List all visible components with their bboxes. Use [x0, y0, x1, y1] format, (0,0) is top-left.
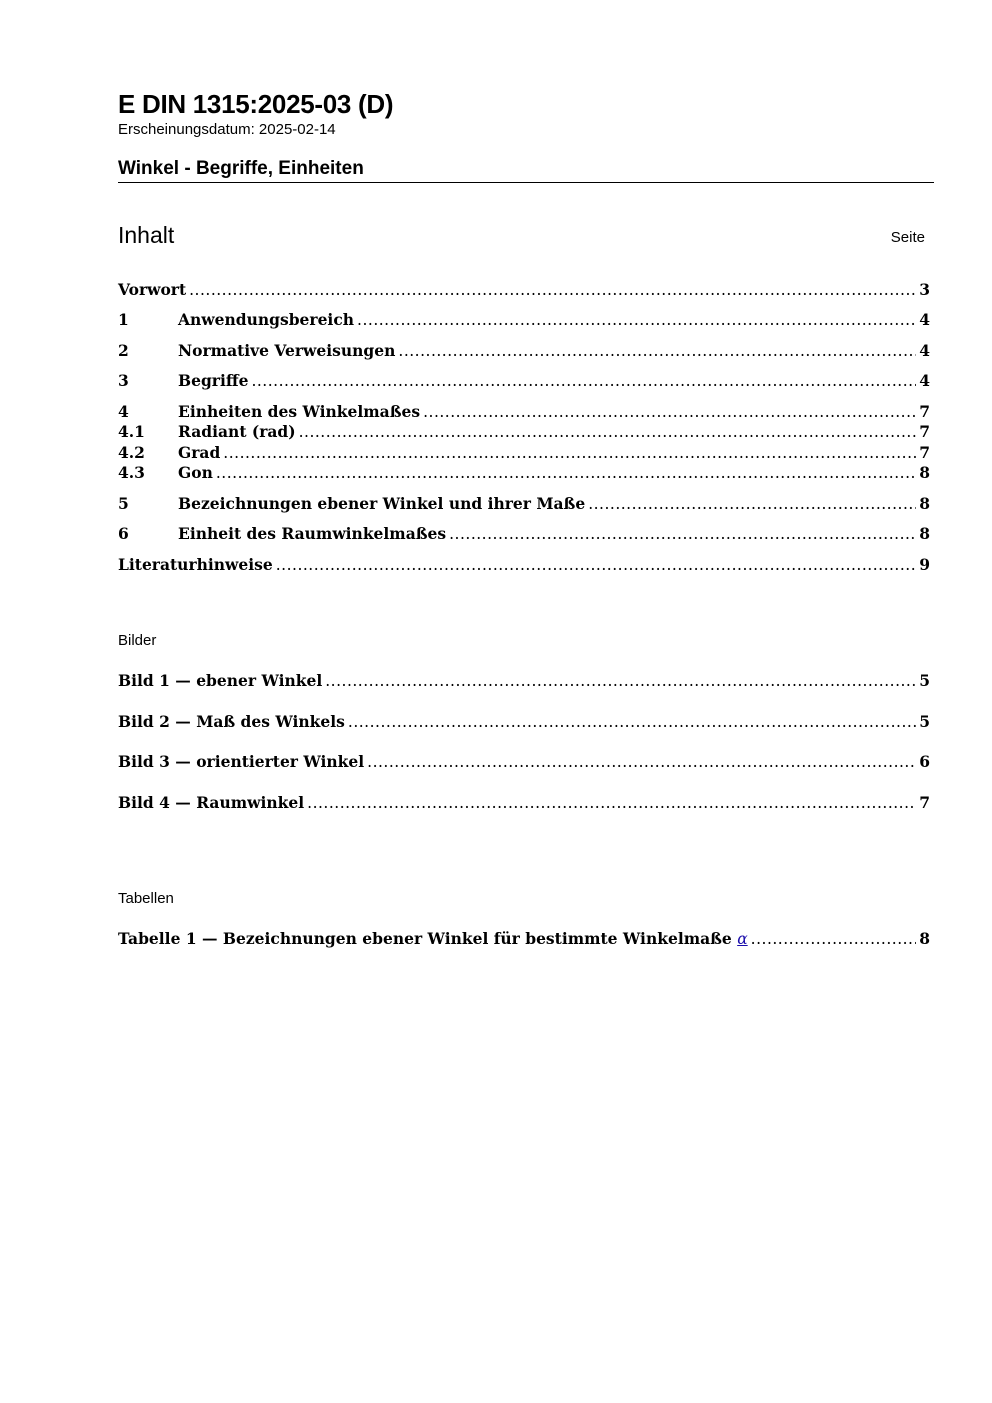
dot-leader: [251, 372, 916, 390]
figure-entry-text: Bild 2 — Maß des Winkels: [118, 712, 345, 731]
figure-entry-page: 7: [919, 793, 930, 812]
toc-entry-page: 4: [919, 341, 930, 360]
figure-entry-text: Bild 3 — orientierter Winkel: [118, 752, 365, 771]
toc-entry-number: 2: [118, 341, 129, 360]
table-entry-1[interactable]: [118, 929, 930, 948]
toc-entry-number: 6: [118, 524, 129, 543]
toc-entry-number: 1: [118, 310, 129, 329]
toc-entry-4-3[interactable]: [118, 463, 930, 482]
toc-entry-page: 7: [919, 402, 930, 421]
toc-entry-page: 8: [919, 494, 930, 513]
toc-entry-2[interactable]: [118, 341, 930, 360]
figure-entry-text: Bild 4 — Raumwinkel: [118, 793, 305, 812]
dot-leader: [751, 930, 917, 948]
toc-entry-text: Bezeichnungen ebener Winkel und ihrer Maße: [178, 494, 586, 513]
dot-leader: [357, 311, 916, 329]
table-entry-page: 8: [919, 929, 930, 948]
title-divider: [118, 182, 934, 183]
toc-entry-6[interactable]: [118, 524, 930, 543]
toc-entry-3[interactable]: [118, 371, 930, 390]
dot-leader: [325, 672, 916, 690]
toc-entry-text: Einheit des Raumwinkelmaßes: [178, 524, 447, 543]
dot-leader: [398, 342, 916, 360]
toc-entry-page: 3: [919, 280, 930, 299]
dot-leader: [299, 423, 917, 441]
toc-heading: Inhalt: [118, 222, 175, 248]
figure-entry-text: Bild 1 — ebener Winkel: [118, 671, 323, 690]
figure-entry-page: 6: [919, 752, 930, 771]
dot-leader: [189, 281, 916, 299]
dot-leader: [216, 464, 916, 482]
dot-leader: [367, 753, 916, 771]
toc-entry-page: 8: [919, 524, 930, 543]
toc-entry-text: Vorwort: [118, 280, 187, 299]
dot-leader: [449, 525, 916, 543]
toc-entry-4-2[interactable]: [118, 443, 930, 462]
dot-leader: [223, 444, 916, 462]
page-column-label: Seite: [890, 229, 925, 246]
publication-date: Erscheinungsdatum: 2025-02-14: [118, 121, 336, 138]
toc-entry-number: 4.3: [118, 463, 145, 482]
toc-entry-number: 4: [118, 402, 129, 421]
toc-entry-text: Begriffe: [178, 371, 249, 390]
dot-leader: [588, 495, 916, 513]
toc-entry-text: Gon: [178, 463, 213, 482]
figure-entry-page: 5: [919, 712, 930, 731]
toc-entry-text: Anwendungsbereich: [178, 310, 355, 329]
dot-leader: [307, 794, 916, 812]
document-title: Winkel - Begriffe, Einheiten: [118, 158, 364, 179]
figure-entry-3[interactable]: [118, 752, 930, 771]
toc-entry-number: 4.2: [118, 443, 145, 462]
toc-entry-page: 7: [919, 443, 930, 462]
toc-entry-4[interactable]: [118, 402, 930, 421]
figure-entry-1[interactable]: [118, 671, 930, 690]
tables-heading: Tabellen: [118, 890, 174, 907]
toc-entry-text: Normative Verweisungen: [178, 341, 396, 360]
toc-entry-text: Einheiten des Winkelmaßes: [178, 402, 421, 421]
figures-heading: Bilder: [118, 632, 157, 649]
toc-entry-number: 3: [118, 371, 129, 390]
toc-entry-page: 9: [919, 555, 930, 574]
table-entry-caption: Tabelle 1 — Bezeichnungen ebener Winkel für bestimmte Winkelmaße: [118, 929, 732, 948]
dot-leader: [348, 713, 916, 731]
toc-entry-text: Literaturhinweise: [118, 555, 273, 574]
figure-entry-2[interactable]: [118, 712, 930, 731]
alpha-symbol-link[interactable]: α: [737, 930, 748, 948]
toc-entry-1[interactable]: [118, 310, 930, 329]
toc-entry-page: 7: [919, 422, 930, 441]
toc-entry-page: 4: [919, 371, 930, 390]
toc-entry-text: Grad: [178, 443, 221, 462]
dot-leader: [276, 556, 916, 574]
toc-entry-vorwort[interactable]: [118, 280, 930, 299]
toc-entry-text: Radiant (rad): [178, 422, 296, 441]
figure-entry-4[interactable]: [118, 793, 930, 812]
toc-entry-page: 4: [919, 310, 930, 329]
toc-entry-number: 4.1: [118, 422, 145, 441]
table-entry-text: [118, 929, 748, 948]
document-id: E DIN 1315:2025-03 (D): [118, 89, 394, 119]
figure-entry-page: 5: [919, 671, 930, 690]
toc-entry-number: 5: [118, 494, 129, 513]
toc-entry-5[interactable]: [118, 494, 930, 513]
toc-entry-page: 8: [919, 463, 930, 482]
dot-leader: [423, 403, 916, 421]
toc-entry-4-1[interactable]: [118, 422, 930, 441]
toc-entry-literaturhinweise[interactable]: [118, 555, 930, 574]
